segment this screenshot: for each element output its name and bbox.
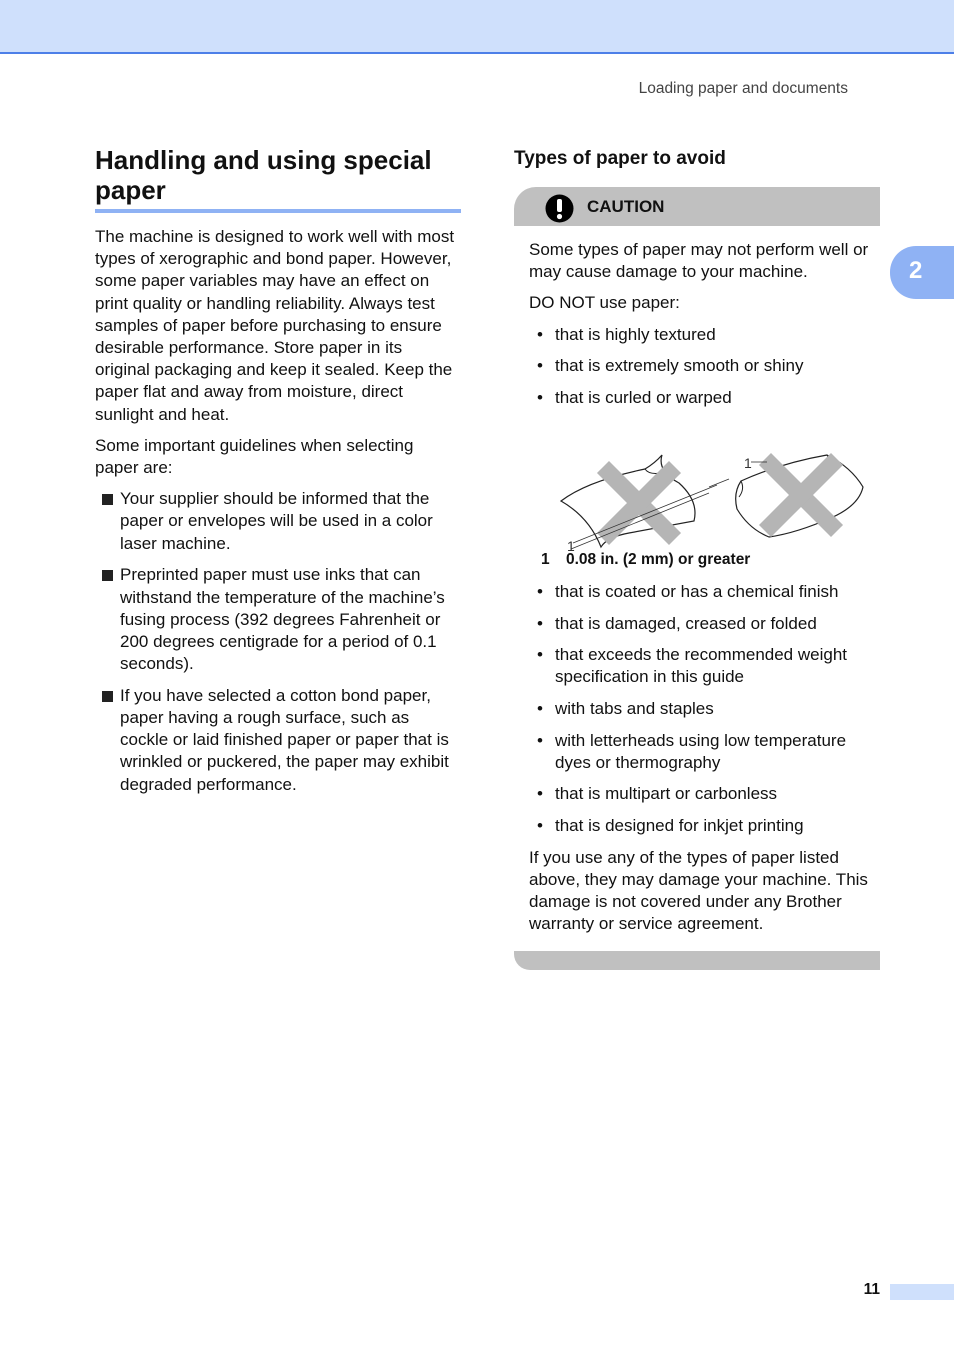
curled-paper-figure — [529, 425, 879, 551]
caution-body — [529, 239, 879, 944]
running-header: Loading paper and documents — [638, 80, 848, 97]
list-item — [529, 355, 879, 377]
avoid-list-b — [529, 581, 879, 837]
closing-paragraph: If you use any of the types of paper listed above, they may damage your machine. This damage is not covered under any Brother warranty or service agreement. — [529, 847, 868, 934]
list-item-text: Your supplier should be informed that the paper or envelopes will be used in a color laser machine. — [120, 489, 433, 553]
list-item — [529, 581, 879, 603]
bullet-dot-icon: • — [537, 582, 543, 601]
guidelines-list — [95, 488, 461, 796]
figure-caption — [541, 551, 879, 569]
list-item-text: with tabs and staples — [555, 698, 714, 718]
list-item — [529, 815, 879, 837]
list-item-text: that is extremely smooth or shiny — [555, 356, 804, 376]
footer-band — [890, 1284, 954, 1300]
curled-paper-illustration — [529, 425, 879, 551]
guidelines-intro: Some important guidelines when selecting paper are: — [95, 435, 414, 478]
list-item-text: that is damaged, creased or folded — [555, 613, 817, 633]
bullet-dot-icon: • — [537, 815, 543, 835]
list-item-text: If you have selected a cotton bond paper, paper having a rough surface, such as cockle or laid finished paper or paper that is wrinkled or puckered, the paper may exhibit degraded performance. — [120, 685, 449, 794]
square-bullet-icon — [102, 494, 113, 505]
bullet-dot-icon: • — [537, 730, 543, 750]
callout-top: 1 — [744, 455, 752, 471]
list-item — [95, 488, 461, 555]
caption-text: 0.08 in. (2 mm) or greater — [566, 551, 751, 568]
square-bullet-icon — [102, 570, 113, 581]
list-item — [95, 685, 461, 796]
caution-end-bar — [514, 951, 880, 970]
list-item — [529, 387, 879, 409]
caution-text: Some types of paper may not perform well or may cause damage to your machine. — [529, 240, 869, 282]
chapter-number: 2 — [909, 257, 923, 284]
caution-banner — [514, 187, 880, 226]
list-item — [529, 644, 879, 688]
page-number: 11 — [863, 1281, 880, 1298]
caution-label: CAUTION — [587, 197, 665, 216]
list-item-text: that is curled or warped — [555, 387, 732, 407]
bullet-dot-icon: • — [537, 387, 543, 407]
bullet-dot-icon: • — [537, 613, 543, 633]
bullet-dot-icon: • — [537, 784, 543, 804]
list-item — [529, 613, 879, 635]
list-item-text: that is coated or has a chemical finish — [555, 582, 839, 601]
bullet-dot-icon: • — [537, 645, 543, 665]
section-heading: Handling and using special paper — [95, 145, 432, 205]
caution-exclamation-icon — [545, 194, 574, 223]
avoid-list-a — [529, 324, 879, 409]
bullet-dot-icon: • — [537, 356, 543, 376]
list-item — [529, 324, 879, 346]
callout-bottom: 1 — [567, 538, 575, 551]
left-column — [95, 145, 461, 805]
list-item-text: with letterheads using low temperature dyes or thermography — [555, 730, 847, 772]
bullet-dot-icon: • — [537, 698, 543, 718]
right-column — [514, 145, 880, 934]
list-item-text: that exceeds the recommended weight specification in this guide — [555, 645, 848, 687]
bullet-dot-icon: • — [537, 324, 543, 344]
do-not-text: DO NOT use paper: — [529, 293, 680, 313]
list-item — [529, 730, 879, 774]
list-item — [529, 783, 879, 805]
square-bullet-icon — [102, 691, 113, 702]
header-band — [0, 0, 954, 54]
intro-paragraph: The machine is designed to work well with most types of xerographic and bond paper. However, some paper variables may have an effect on print quality or handling reliability. Always test samples of paper before purchasing to ensure desirable performance. Store paper in its original packaging and keep it sealed. Keep the paper flat and away from moisture, direct sunlight and heat. — [95, 227, 455, 424]
list-item — [95, 564, 461, 675]
list-item-text: that is multipart or carbonless — [555, 784, 778, 804]
list-item — [529, 698, 879, 720]
list-item-text: that is highly textured — [555, 324, 716, 344]
heading-rule — [95, 209, 461, 213]
caption-number: 1 — [541, 551, 550, 568]
list-item-text: Preprinted paper must use inks that can withstand the temperature of the machine’s fusing process (392 degrees Fahrenheit or 200 degrees centigrade for a period of 0.1 seconds). — [120, 565, 445, 674]
chapter-tab — [890, 246, 954, 299]
subsection-heading: Types of paper to avoid — [514, 148, 726, 169]
list-item-text: that is designed for inkjet printing — [555, 815, 804, 835]
